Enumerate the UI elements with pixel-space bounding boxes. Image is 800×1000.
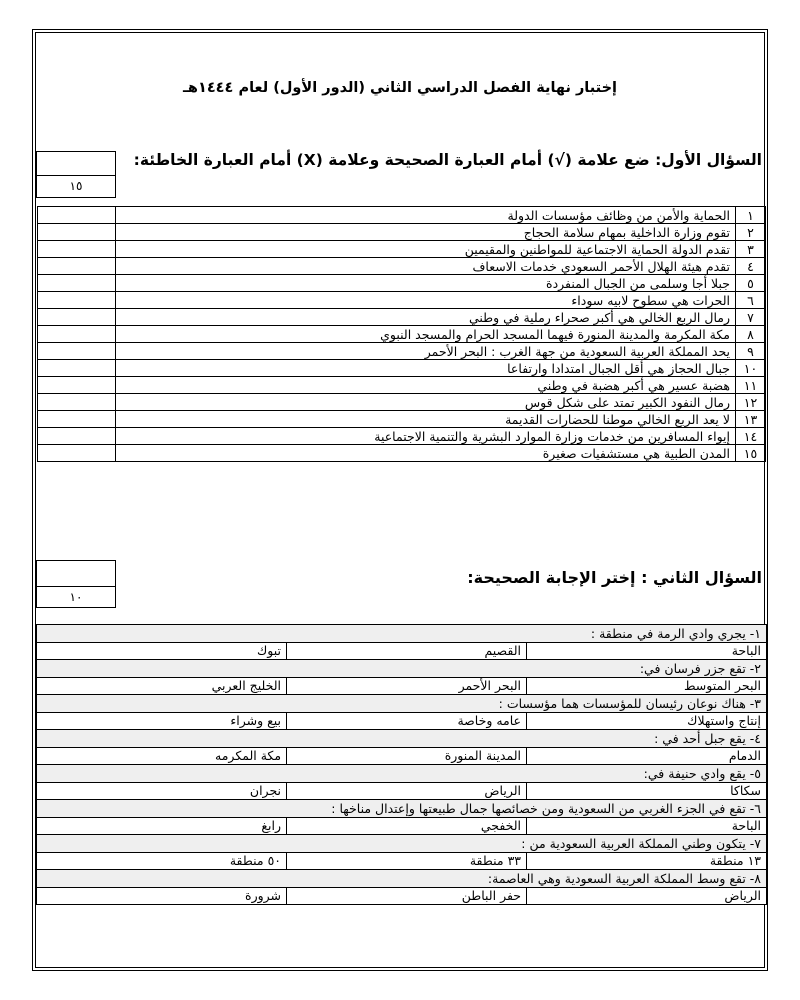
question-row [37, 730, 767, 748]
statement-number: ١ [736, 207, 766, 224]
question-row [37, 765, 767, 783]
statement-text: جبلا أجا وسلمى من الجبال المنفردة [116, 275, 736, 292]
option-cell[interactable]: سكاكا [527, 782, 767, 800]
statement-row [38, 411, 766, 428]
statement-text: المدن الطبية هي مستشفيات صغيرة [116, 445, 736, 462]
options-row [37, 852, 767, 870]
question-row [37, 625, 767, 643]
answer-cell[interactable] [38, 241, 116, 258]
statement-row [38, 428, 766, 445]
statement-row [38, 275, 766, 292]
options-row [37, 817, 767, 835]
statement-number: ٣ [736, 241, 766, 258]
statement-row [38, 377, 766, 394]
option-cell[interactable]: البحر الأحمر [287, 677, 527, 695]
option-cell[interactable]: بيع وشراء [37, 712, 287, 730]
option-cell[interactable]: إنتاج واستهلاك [527, 712, 767, 730]
statement-number: ١٠ [736, 360, 766, 377]
option-cell[interactable]: ٣٣ منطقة [287, 852, 527, 870]
option-cell[interactable]: عامه وخاصة [287, 712, 527, 730]
options-row [37, 642, 767, 660]
answer-cell[interactable] [38, 292, 116, 309]
answer-cell[interactable] [38, 394, 116, 411]
option-cell[interactable]: حفر الباطن [287, 887, 527, 905]
statement-number: ١٣ [736, 411, 766, 428]
option-cell[interactable]: الرياض [287, 782, 527, 800]
statement-row [38, 360, 766, 377]
options-row [37, 712, 767, 730]
option-cell[interactable]: الرياض [527, 887, 767, 905]
question-text: ١- يجري وادي الرمة في منطقة : [37, 625, 767, 643]
answer-cell[interactable] [38, 360, 116, 377]
answer-cell[interactable] [38, 445, 116, 462]
statement-number: ١٥ [736, 445, 766, 462]
option-cell[interactable]: الدمام [527, 747, 767, 765]
option-cell[interactable]: ١٣ منطقة [527, 852, 767, 870]
options-row [37, 887, 767, 905]
question1-score-box [36, 151, 116, 198]
options-row [37, 747, 767, 765]
question-row [37, 660, 767, 678]
statement-row [38, 445, 766, 462]
option-cell[interactable]: القصيم [287, 642, 527, 660]
option-cell[interactable]: المدينة المنورة [287, 747, 527, 765]
exam-title: إختبار نهاية الفصل الدراسي الثاني (الدور الأول) لعام ١٤٤٤هـ [182, 80, 618, 96]
statement-text: رمال الربع الخالي هي أكبر صحراء رملية في وطني [116, 309, 736, 326]
statement-row [38, 258, 766, 275]
question-text: ٤- يقع جبل أحد في : [37, 730, 767, 748]
option-cell[interactable]: رابغ [37, 817, 287, 835]
option-cell[interactable]: البحر المتوسط [527, 677, 767, 695]
question-text: ٨- تقع وسط المملكة العربية السعودية وهي العاصمة: [37, 870, 767, 888]
answer-cell[interactable] [38, 275, 116, 292]
statement-number: ٨ [736, 326, 766, 343]
statement-text: تقوم وزارة الداخلية بمهام سلامة الحجاج [116, 224, 736, 241]
question1-heading: السؤال الأول: ضع علامة (√) أمام العبارة الصحيحة وعلامة (X) أمام العبارة الخاطئة: [133, 151, 762, 169]
score-blank[interactable] [37, 152, 115, 176]
question-text: ٥- يقع وادي حنيفة في: [37, 765, 767, 783]
statement-row [38, 224, 766, 241]
question-text: ٦- تقع في الجزء الغربي من السعودية ومن خصائصها جمال طبيعتها وإعتدال مناخها : [37, 800, 767, 818]
option-cell[interactable]: تبوك [37, 642, 287, 660]
question-row [37, 695, 767, 713]
answer-cell[interactable] [38, 258, 116, 275]
question2-score: ١٠ [69, 590, 83, 604]
statement-number: ٢ [736, 224, 766, 241]
score-blank[interactable] [37, 561, 115, 587]
question-text: ٧- يتكون وطني المملكة العربية السعودية من : [37, 835, 767, 853]
statement-text: الحرات هي سطوح لابيه سوداء [116, 292, 736, 309]
statement-row [38, 343, 766, 360]
option-cell[interactable]: مكة المكرمه [37, 747, 287, 765]
option-cell[interactable]: نجران [37, 782, 287, 800]
question-row [37, 835, 767, 853]
statement-row [38, 207, 766, 224]
answer-cell[interactable] [38, 411, 116, 428]
option-cell[interactable]: ٥٠ منطقة [37, 852, 287, 870]
statement-number: ٩ [736, 343, 766, 360]
answer-cell[interactable] [38, 224, 116, 241]
question-text: ٣- هناك نوعان رئيسان للمؤسسات هما مؤسسات : [37, 695, 767, 713]
statement-number: ١٤ [736, 428, 766, 445]
statement-text: إيواء المسافرين من خدمات وزارة الموارد البشرية والتنمية الاجتماعية [116, 428, 736, 445]
statement-row [38, 309, 766, 326]
answer-cell[interactable] [38, 343, 116, 360]
question2-table [36, 624, 767, 905]
statement-text: مكة المكرمة والمدينة المنورة فيهما المسجد الحرام والمسجد النبوي [116, 326, 736, 343]
statement-number: ٦ [736, 292, 766, 309]
statement-text: تقدم الدولة الحماية الاجتماعية للمواطنين والمقيمين [116, 241, 736, 258]
options-row [37, 782, 767, 800]
statement-number: ١١ [736, 377, 766, 394]
answer-cell[interactable] [38, 377, 116, 394]
answer-cell[interactable] [38, 309, 116, 326]
question2-heading: السؤال الثاني : إختر الإجابة الصحيحة: [467, 568, 762, 587]
option-cell[interactable]: الباحة [527, 642, 767, 660]
statement-row [38, 241, 766, 258]
option-cell[interactable]: الخفجي [287, 817, 527, 835]
statement-number: ٧ [736, 309, 766, 326]
statement-number: ٥ [736, 275, 766, 292]
option-cell[interactable]: الباحة [527, 817, 767, 835]
option-cell[interactable]: شرورة [37, 887, 287, 905]
statement-text: يحد المملكة العربية السعودية من جهة الغرب : البحر الأحمر [116, 343, 736, 360]
question-row [37, 800, 767, 818]
option-cell[interactable]: الخليج العربي [37, 677, 287, 695]
statement-row [38, 394, 766, 411]
question-row [37, 870, 767, 888]
statement-text: رمال النفود الكبير تمتد على شكل قوس [116, 394, 736, 411]
question1-table [37, 206, 766, 462]
question-text: ٢- تقع جزر فرسان في: [37, 660, 767, 678]
statement-number: ١٢ [736, 394, 766, 411]
statement-text: جبال الحجاز هي أقل الجبال امتدادا وارتفاعا [116, 360, 736, 377]
question1-score: ١٥ [69, 179, 83, 193]
statement-text: تقدم هيئة الهلال الأحمر السعودي خدمات الاسعاف [116, 258, 736, 275]
statement-row [38, 292, 766, 309]
statement-row [38, 326, 766, 343]
statement-text: هضبة عسير هي أكبر هضبة في وطني [116, 377, 736, 394]
answer-cell[interactable] [38, 428, 116, 445]
answer-cell[interactable] [38, 326, 116, 343]
answer-cell[interactable] [38, 207, 116, 224]
question2-score-box [36, 560, 116, 608]
statement-text: لا يعد الربع الخالي موطنا للحضارات القديمة [116, 411, 736, 428]
options-row [37, 677, 767, 695]
statement-text: الحماية والأمن من وظائف مؤسسات الدولة [116, 207, 736, 224]
statement-number: ٤ [736, 258, 766, 275]
